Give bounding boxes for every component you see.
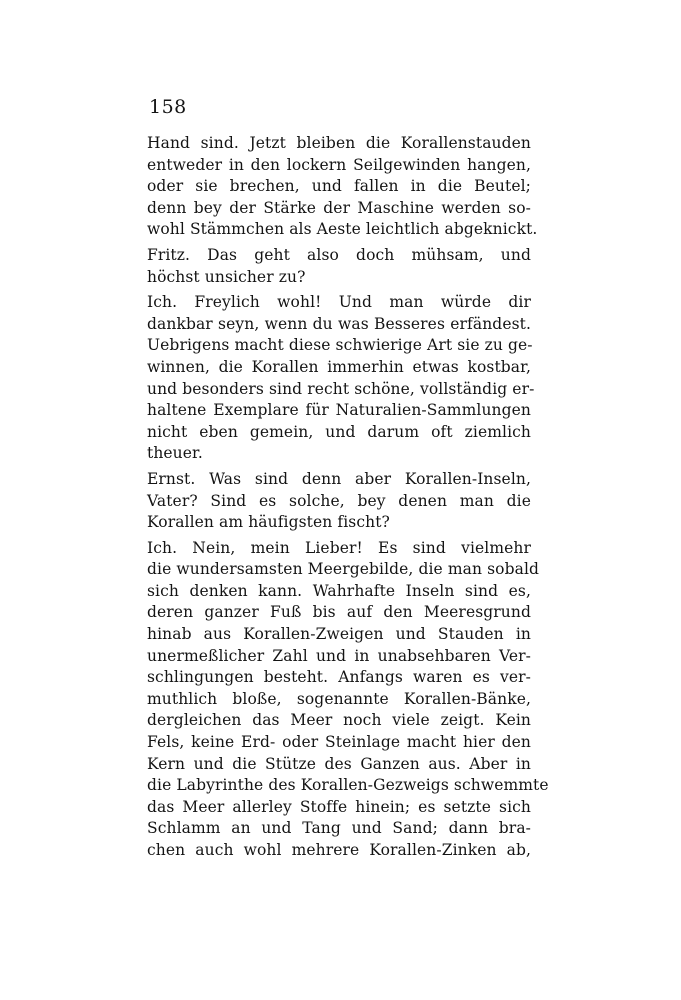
text-line: unermeßlicher Zahl und in unabsehbaren Ver- <box>147 646 531 665</box>
text-line: chen auch wohl mehrere Korallen-Zinken ab, <box>147 841 531 859</box>
text-line: und besonders sind recht schöne, vollständig er- <box>147 379 535 398</box>
text-line: haltene Exemplare für Naturalien-Sammlungen <box>147 401 531 420</box>
text-line: Fels, keine Erd- oder Steinlage macht hier den <box>147 733 531 752</box>
speaker-line-ich: Ich. Nein, mein Lieber! Es sind vielmehr <box>147 538 531 557</box>
text-line: dergleichen das Meer noch viele zeigt. Kein <box>147 711 531 730</box>
text-line: theuer. <box>147 444 203 463</box>
text-line: sich denken kann. Wahrhafte Inseln sind es, <box>147 581 531 600</box>
text-line: die wundersamsten Meergebilde, die man sobald <box>147 560 540 579</box>
text-line: dankbar seyn, wenn du was Besseres erfändest. <box>147 314 531 333</box>
speaker-line-fritz: Fritz. Das geht also doch mühsam, und <box>147 245 531 264</box>
text-line: deren ganzer Fuß bis auf den Meeresgrund <box>147 603 531 622</box>
text-line: die Labyrinthe des Korallen-Gezweigs schwemmte <box>147 776 549 795</box>
body-text <box>147 133 549 862</box>
text-line: Korallen am häufigsten fischt? <box>147 513 390 532</box>
text-line: nicht eben gemein, und darum oft ziemlich <box>147 422 531 441</box>
text-line: muthlich bloße, sogenannte Korallen-Bänke, <box>147 689 531 708</box>
text-line: entweder in den lockern Seilgewinden hangen, <box>147 155 531 174</box>
text-line: hinab aus Korallen-Zweigen und Stauden in <box>147 625 531 644</box>
text-line: das Meer allerley Stoffe hinein; es setzte sich <box>147 797 531 816</box>
text-line: oder sie brechen, und fallen in die Beutel; <box>147 177 531 196</box>
text-line: Uebrigens macht diese schwierige Art sie zu ge- <box>147 336 533 355</box>
speaker-line-ich: Ich. Freylich wohl! Und man würde dir <box>147 293 531 312</box>
text-line: Kern und die Stütze des Ganzen aus. Aber in <box>147 754 531 773</box>
text-line: schlingungen besteht. Anfangs waren es ver- <box>147 668 531 687</box>
page-number: 158 <box>149 96 187 118</box>
speaker-line-ernst: Ernst. Was sind denn aber Korallen-Inseln, <box>147 469 531 488</box>
text-line: denn bey der Stärke der Maschine werden so- <box>147 198 531 217</box>
text-line: wohl Stämmchen als Aeste leichtlich abgeknickt. <box>147 220 538 239</box>
text-line: Schlamm an und Tang und Sand; dann bra- <box>147 819 531 838</box>
text-line: höchst unsicher zu? <box>147 267 306 286</box>
text-line: Vater? Sind es solche, bey denen man die <box>147 491 531 510</box>
text-line: winnen, die Korallen immerhin etwas kostbar, <box>147 357 531 376</box>
text-line: Hand sind. Jetzt bleiben die Korallenstauden <box>147 134 531 152</box>
